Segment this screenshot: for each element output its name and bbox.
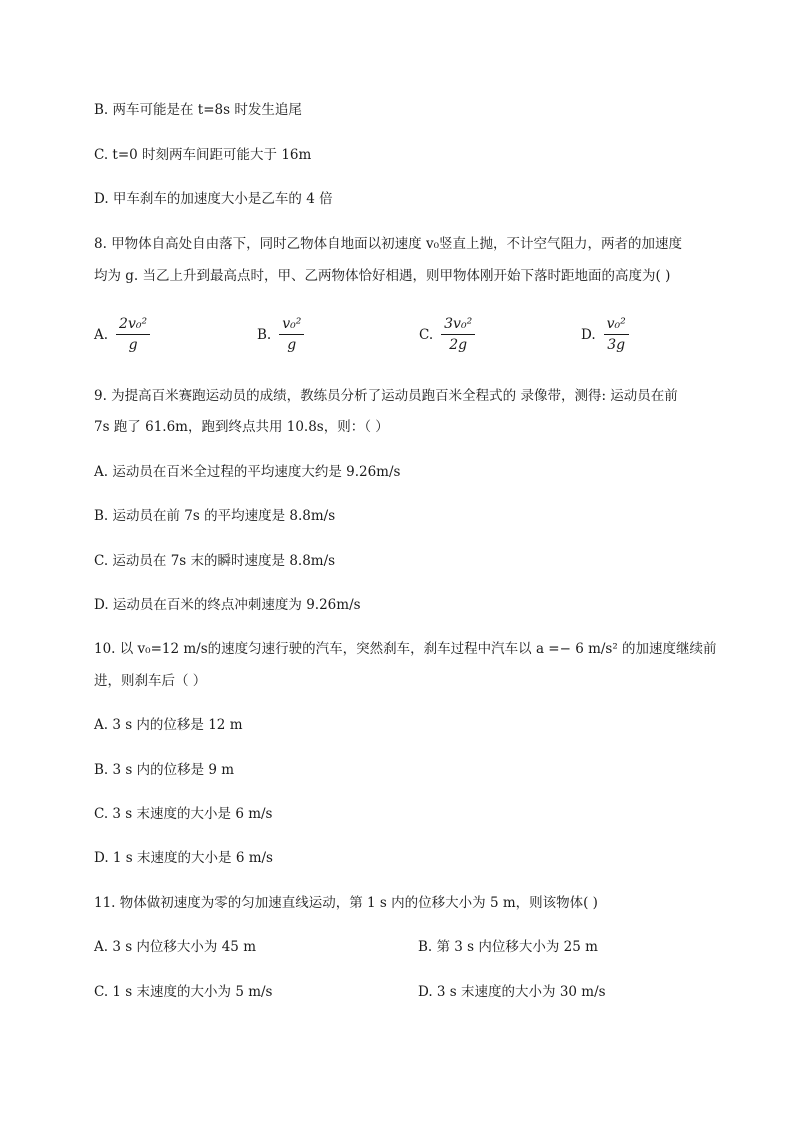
q11-option-a: A. 3 s 内位移大小为 45 m — [94, 939, 256, 955]
q9-option-a: A. 运动员在百米全过程的平均速度大约是 9.26m/s — [94, 464, 401, 480]
q8-stem-line-1: 8. 甲物体自高处自由落下，同时乙物体自地面以初速度 v₀竖直上抛，不计空气阻力，两者的加速度 — [94, 236, 683, 252]
q7-option-b: B. 两车可能是在 t=8s 时发生追尾 — [94, 102, 302, 118]
q10-option-d: D. 1 s 末速度的大小是 6 m/s — [94, 850, 273, 866]
q9-option-d: D. 运动员在百米的终点冲刺速度为 9.26m/s — [94, 597, 361, 613]
q10-option-b: B. 3 s 内的位移是 9 m — [94, 762, 235, 778]
fraction-numerator: 3v₀² — [441, 316, 475, 335]
q11-option-b: B. 第 3 s 内位移大小为 25 m — [418, 939, 598, 955]
fraction-denominator: g — [128, 337, 138, 353]
fraction-denominator: g — [287, 337, 297, 353]
q8-option-d-label: D. — [581, 326, 596, 343]
q8-option-a — [94, 316, 150, 353]
q11-option-c: C. 1 s 末速度的大小为 5 m/s — [94, 984, 273, 1000]
q8-option-c-fraction — [441, 316, 475, 353]
q9-stem-line-1: 9. 为提高百米赛跑运动员的成绩，教练员分析了运动员跑百米全程式的 录像带，测得: 运动员在前 — [94, 388, 678, 404]
q10-stem-line-1: 10. 以 v₀=12 m/s的速度匀速行驶的汽车，突然刹车，刹车过程中汽车以 a =− 6 m/s² 的加速度继续前 — [94, 641, 717, 657]
q11-stem: 11. 物体做初速度为零的匀加速直线运动，第 1 s 内的位移大小为 5 m，则该物体( ) — [94, 895, 598, 911]
q9-option-c: C. 运动员在 7s 末的瞬时速度是 8.8m/s — [94, 553, 336, 569]
q8-option-a-label: A. — [94, 326, 109, 343]
q10-option-a: A. 3 s 内的位移是 12 m — [94, 717, 243, 733]
q8-option-d-fraction — [604, 316, 629, 353]
q8-option-b — [257, 316, 304, 353]
q8-option-c-label: C. — [419, 326, 434, 343]
q7-option-d: D. 甲车刹车的加速度大小是乙车的 4 倍 — [94, 191, 333, 207]
q8-option-b-label: B. — [257, 326, 272, 343]
q8-option-b-fraction — [279, 316, 304, 353]
q10-option-c: C. 3 s 末速度的大小是 6 m/s — [94, 806, 273, 822]
q11-option-d: D. 3 s 末速度的大小为 30 m/s — [418, 984, 606, 1000]
q8-option-a-fraction — [116, 316, 150, 353]
q10-stem-line-2: 进，则刹车后（ ） — [94, 673, 207, 689]
fraction-denominator: 2g — [449, 337, 468, 353]
fraction-denominator: 3g — [607, 337, 626, 353]
q7-option-c: C. t=0 时刻两车间距可能大于 16m — [94, 147, 312, 163]
q9-option-b: B. 运动员在前 7s 的平均速度是 8.8m/s — [94, 508, 336, 524]
q8-stem-line-2: 均为 g. 当乙上升到最高点时，甲、乙两物体恰好相遇，则甲物体刚开始下落时距地面的高度为( ) — [94, 268, 671, 284]
q8-option-d — [581, 316, 629, 353]
fraction-numerator: v₀² — [604, 316, 629, 335]
fraction-numerator: 2v₀² — [116, 316, 150, 335]
q9-stem-line-2: 7s 跑了 61.6m，跑到终点共用 10.8s，则：（ ） — [94, 419, 389, 435]
q8-option-c — [419, 316, 475, 353]
fraction-numerator: v₀² — [279, 316, 304, 335]
